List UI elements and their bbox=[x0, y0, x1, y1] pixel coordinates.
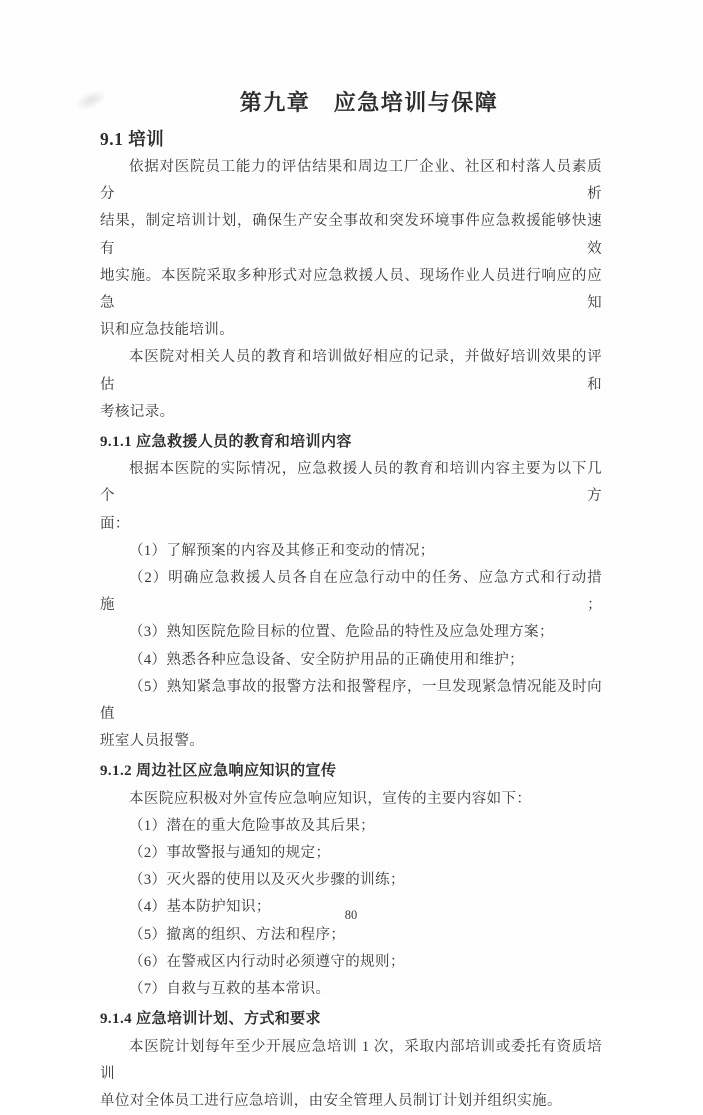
text-line: （3）熟知医院危险目标的位置、危险品的特性及应急处理方案； bbox=[129, 624, 554, 641]
text-line: （5）撤离的组织、方法和程序； bbox=[129, 926, 346, 943]
text-line: 结果，制定培训计划，确保生产安全事故和突发环境事件应急救援能够快速有效 bbox=[100, 213, 602, 257]
text-line: （3）灭火器的使用以及灭火步骤的训练； bbox=[129, 872, 405, 889]
text-line: 本医院对相关人员的教育和培训做好相应的记录，并做好培训效果的评估和 bbox=[100, 349, 602, 393]
text-line: 识和应急技能培训。 bbox=[100, 322, 235, 339]
subsection-heading: 9.1.2 周边社区应急响应知识的宣传 bbox=[100, 763, 337, 780]
text-line: （6）在警戒区内行动时必须遵守的规则； bbox=[129, 953, 405, 970]
text-line: （2）事故警报与通知的规定； bbox=[129, 845, 331, 862]
text-line: （1）潜在的重大危险事故及其后果； bbox=[129, 817, 376, 834]
text-line: （2）明确应急救援人员各自在应急行动中的任务、应急方式和行动措施； bbox=[100, 570, 602, 614]
text-line: （1）了解预案的内容及其修正和变动的情况； bbox=[129, 542, 435, 559]
page-number: 80 bbox=[344, 908, 358, 922]
text-line: 地实施。本医院采取多种形式对应急救援人员、现场作业人员进行响应的应急知 bbox=[100, 267, 602, 312]
text-line: 考核记录。 bbox=[100, 403, 175, 420]
text-line: 本医院应积极对外宣传应急响应知识，宣传的主要内容如下： bbox=[129, 790, 532, 807]
text-line: 根据本医院的实际情况，应急救援人员的教育和培训内容主要为以下几个方 bbox=[100, 461, 602, 505]
text-line: 本医院计划每年至少开展应急培训 1 次，采取内部培训或委托有资质培训 bbox=[100, 1038, 602, 1082]
chapter-title: 第九章 应急培训与保障 bbox=[239, 90, 499, 115]
document-body-container bbox=[100, 88, 602, 1115]
text-line: 依据对医院员工能力的评估结果和周边工厂企业、社区和村落人员素质分析 bbox=[100, 159, 602, 203]
text-line: 面： bbox=[100, 515, 130, 532]
text-line: 班室人员报警。 bbox=[100, 733, 205, 750]
text-line: （5）熟知紧急事故的报警方法和报警程序，一旦发现紧急情况能及时向值 bbox=[100, 678, 602, 723]
text-line: 单位对全体员工进行应急培训，由安全管理人员制订计划并组织实施。 bbox=[100, 1092, 562, 1109]
text-line: （4）熟悉各种应急设备、安全防护用品的正确使用和维护； bbox=[129, 651, 525, 668]
document-body bbox=[100, 126, 602, 1115]
subsection-heading: 9.1.1 应急救援人员的教育和培训内容 bbox=[100, 434, 352, 451]
subsection-heading: 9.1.4 应急培训计划、方式和要求 bbox=[100, 1011, 321, 1028]
section-heading: 9.1 培训 bbox=[100, 129, 165, 149]
text-line: （4）基本防护知识； bbox=[129, 899, 271, 916]
text-line: （7）自救与互救的基本常识。 bbox=[129, 981, 331, 998]
